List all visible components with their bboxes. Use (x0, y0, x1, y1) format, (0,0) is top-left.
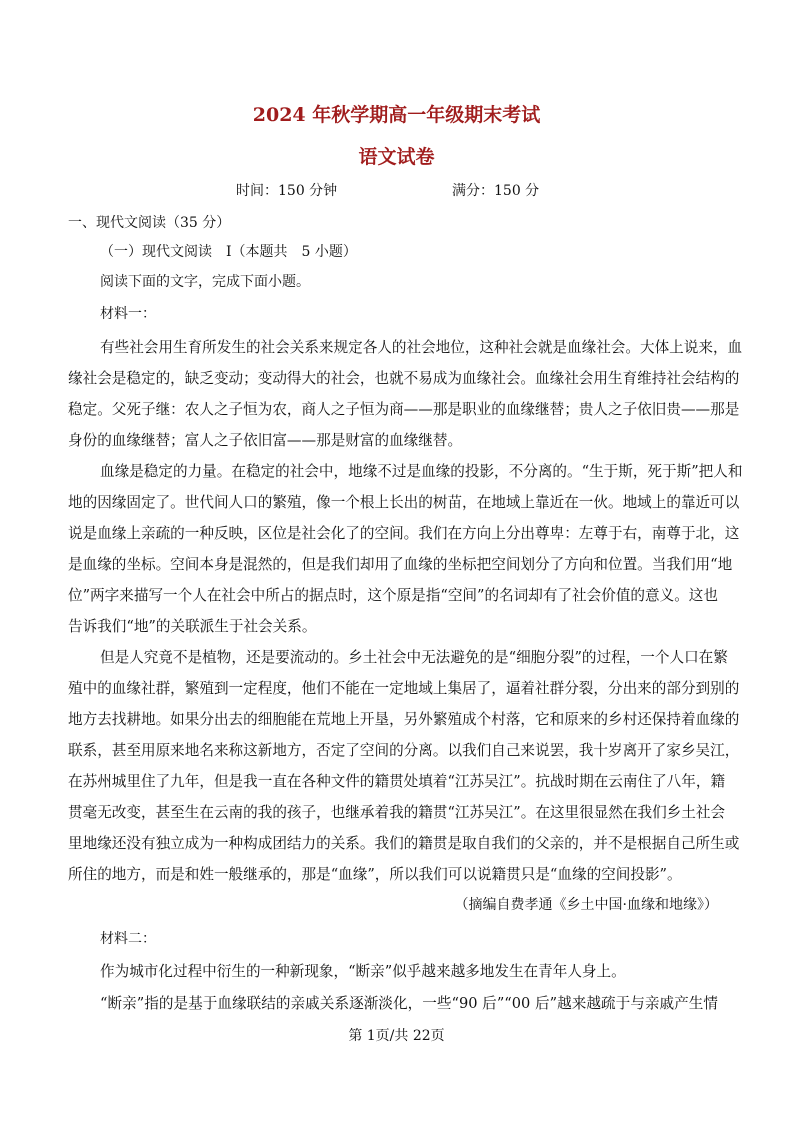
material1-line: 在苏州城里住了九年，但是我一直在各种文件的籍贯处填着“江苏吴江”。抗战时期在云南住了八年，籍 (68, 773, 726, 790)
sub-heading: （一）现代文阅读 Ⅰ（本题共 5 小题） (100, 244, 357, 260)
material1-line: 有些社会用生育所发生的社会关系来规定各人的社会地位，这种社会就是血缘社会。大体上说来，血 (100, 339, 743, 356)
material2-line: 作为城市化过程中衍生的一种新现象，“断亲”似乎越来越多地发生在青年人身上。 (100, 963, 626, 980)
material1-line: 联系，甚至用原来地名来称这新地方，否定了空间的分离。以我们自己来说罢，我十岁离开了家乡吴江， (68, 742, 740, 759)
material1-line: 贯毫无改变，甚至生在云南的我的孩子，也继承着我的籍贯“江苏吴江”。在这里很显然在我们乡土社会 (68, 804, 726, 821)
exam-title: 2024 年秋学期高一年级期末考试 (252, 104, 541, 126)
material1-line: 里地缘还没有独立成为一种构成团结力的关系。我们的籍贯是取自我们的父亲的，并不是根据自己所生或 (68, 835, 740, 852)
material1-line: 但是人究竟不是植物，还是要流动的。乡土社会中无法避免的是“细胞分裂”的过程，一个人口在繁 (100, 649, 728, 666)
material1-line: 所住的地方，而是和姓一般继承的，那是“血缘”，所以我们可以说籍贯只是“血缘的空间投影”。 (68, 866, 682, 883)
exam-time: 时间：150 分钟 (236, 183, 338, 199)
material1-line: 地的因缘固定了。世代间人口的繁殖，像一个根上长出的树苗，在地域上靠近在一伙。地域上的靠近可以 (68, 494, 740, 511)
material1-label: 材料一： (100, 306, 156, 322)
exam-score: 满分：150 分 (452, 183, 540, 199)
material2-label: 材料二： (100, 931, 156, 947)
material1-line: 缘社会是稳定的，缺乏变动；变动得大的社会，也就不易成为血缘社会。血缘社会用生育维持社会结构的 (68, 370, 740, 387)
page-footer: 第 1页/共 22页 (348, 1028, 445, 1044)
material2-line: “断亲”指的是基于血缘联结的亲戚关系逐渐淡化，一些“90 后”“00 后”越来越疏于与亲戚产生情 (100, 995, 718, 1012)
instruction: 阅读下面的文字，完成下面小题。 (100, 274, 310, 290)
material1-line: 血缘是稳定的力量。在稳定的社会中，地缘不过是血缘的投影，不分离的。“生于斯，死于斯”把人和 (100, 463, 743, 480)
exam-subtitle: 语文试卷 (358, 146, 435, 168)
material1-source: （摘编自费孝通《乡土中国·血缘和地缘》） (454, 897, 718, 913)
material1-line: 位”两字来描写一个人在社会中所占的据点时，这个原是指“空间”的名词却有了社会价值的意义。这也 (68, 587, 718, 604)
material1-line: 告诉我们“地”的关联派生于社会关系。 (68, 618, 317, 635)
material1-line: 殖中的血缘社群，繁殖到一定程度，他们不能在一定地域上集居了，逼着社群分裂，分出来的部分到别的 (68, 680, 740, 697)
material1-line: 说是血缘上亲疏的一种反映，区位是社会化了的空间。我们在方向上分出尊卑：左尊于右，南尊于北，这 (68, 525, 740, 542)
section-heading: 一、现代文阅读（35 分） (68, 215, 231, 231)
material1-line: 稳定。父死子继：农人之子恒为农，商人之子恒为商——那是职业的血缘继替；贵人之子依旧贵——那是 (68, 401, 740, 418)
material1-line: 身份的血缘继替；富人之子依旧富——那是财富的血缘继替。 (68, 432, 463, 449)
material1-line: 地方去找耕地。如果分出去的细胞能在荒地上开垦，另外繁殖成个村落，它和原来的乡村还保持着血缘的 (68, 711, 740, 728)
material1-line: 是血缘的坐标。空间本身是混然的，但是我们却用了血缘的坐标把空间划分了方向和位置。当我们用“地 (68, 556, 733, 573)
